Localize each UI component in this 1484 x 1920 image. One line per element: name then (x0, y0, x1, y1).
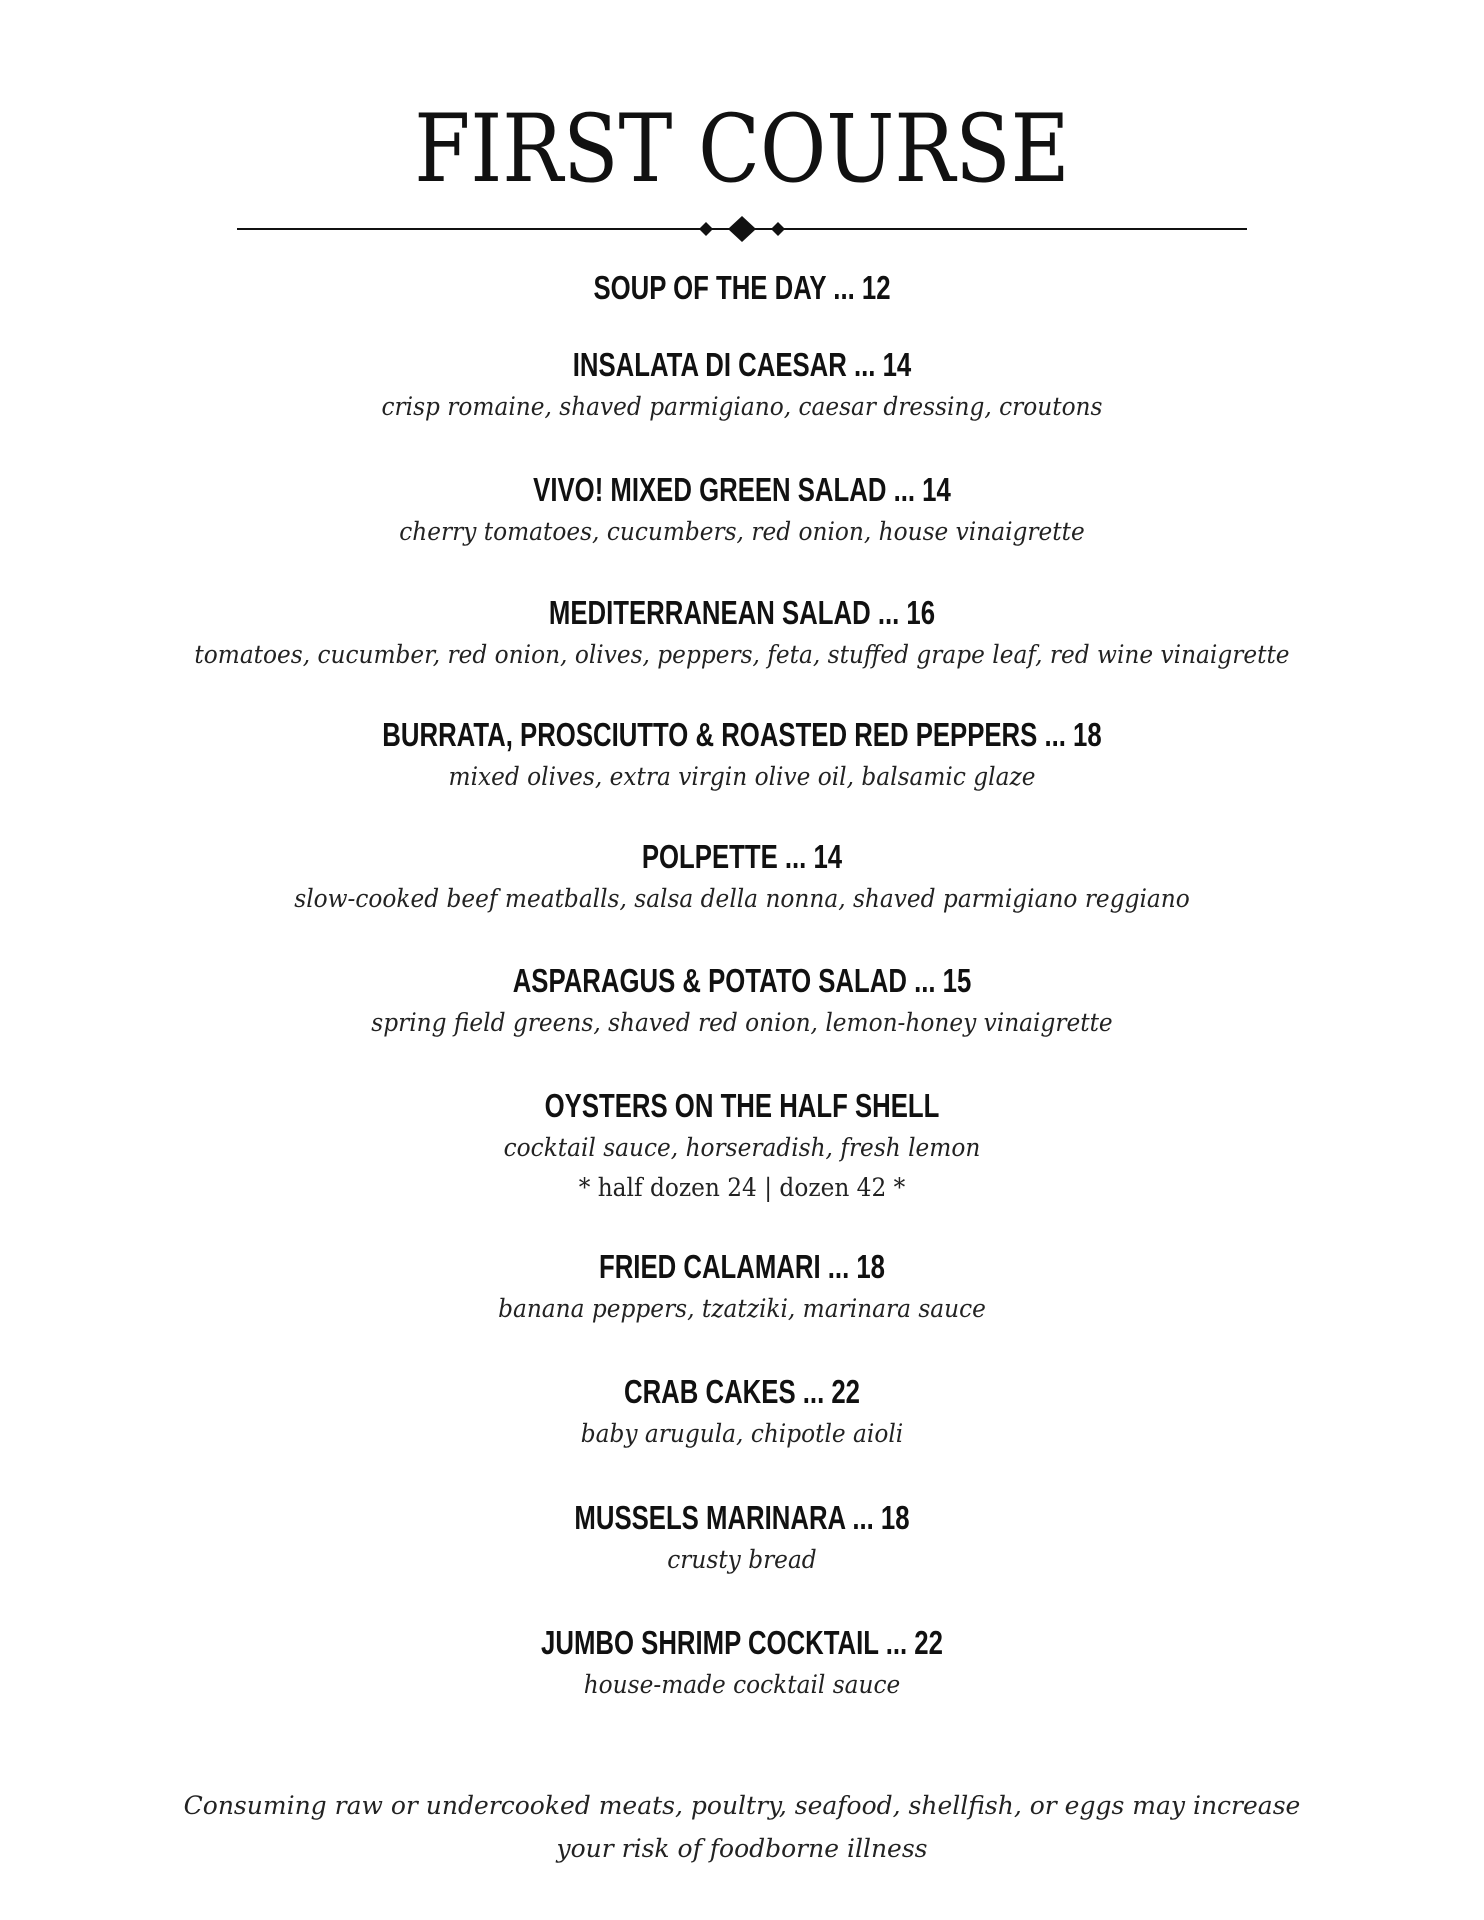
item-name: JUMBO SHRIMP COCKTAIL ... 22 (541, 1624, 943, 1661)
item-description: cocktail sauce, horseradish, fresh lemon (503, 1133, 981, 1162)
menu-item (0, 1496, 1484, 1580)
menu-item (0, 343, 1484, 427)
menu-item (0, 1370, 1484, 1454)
item-description: slow-cooked beef meatballs, salsa della nonna, shaved parmigiano reggiano (294, 884, 1190, 913)
item-description: tomatoes, cucumber, red onion, olives, peppers, feta, stuffed grape leaf, red wine vinaigrette (194, 640, 1290, 669)
menu-item (0, 266, 1484, 310)
menu-item (0, 591, 1484, 675)
item-name: VIVO! MIXED GREEN SALAD ... 14 (533, 471, 951, 508)
item-name: INSALATA DI CAESAR ... 14 (572, 346, 912, 383)
item-name: CRAB CAKES ... 22 (624, 1373, 860, 1410)
menu-item (0, 835, 1484, 919)
item-name: FRIED CALAMARI ... 18 (598, 1248, 886, 1285)
item-description: baby arugula, chipotle aioli (580, 1419, 904, 1448)
item-description: crisp romaine, shaved parmigiano, caesar dressing, croutons (381, 392, 1103, 421)
food-safety-disclaimer: Consuming raw or undercooked meats, poultry, seafood, shellfish, or eggs may increase your risk of foodborne illness (183, 1791, 1301, 1863)
item-description: house-made cocktail sauce (583, 1670, 901, 1699)
item-description: crusty bread (667, 1545, 817, 1574)
item-price-note: * half dozen 24 | dozen 42 * (578, 1173, 906, 1202)
item-name: BURRATA, PROSCIUTTO & ROASTED RED PEPPERS ... 18 (382, 716, 1102, 753)
item-name: MEDITERRANEAN SALAD ... 16 (548, 594, 936, 631)
item-name: MUSSELS MARINARA ... 18 (574, 1499, 910, 1536)
menu-item (0, 959, 1484, 1043)
item-name: OYSTERS ON THE HALF SHELL (544, 1087, 940, 1124)
page-title: FIRST COURSE (414, 95, 1070, 204)
menu-item (0, 1245, 1484, 1329)
menu-item (0, 468, 1484, 552)
menu-item (0, 1621, 1484, 1705)
item-name: ASPARAGUS & POTATO SALAD ... 15 (512, 962, 972, 999)
item-description: banana peppers, tzatziki, marinara sauce (498, 1294, 986, 1323)
menu-item (0, 713, 1484, 797)
item-description: cherry tomatoes, cucumbers, red onion, house vinaigrette (399, 517, 1085, 546)
ornamental-divider (237, 214, 1247, 244)
item-description: mixed olives, extra virgin olive oil, balsamic glaze (448, 762, 1036, 791)
item-description: spring field greens, shaved red onion, lemon-honey vinaigrette (371, 1008, 1113, 1037)
item-name: POLPETTE ... 14 (641, 838, 843, 875)
item-name: SOUP OF THE DAY ... 12 (593, 269, 891, 306)
menu-item (0, 1084, 1484, 1208)
